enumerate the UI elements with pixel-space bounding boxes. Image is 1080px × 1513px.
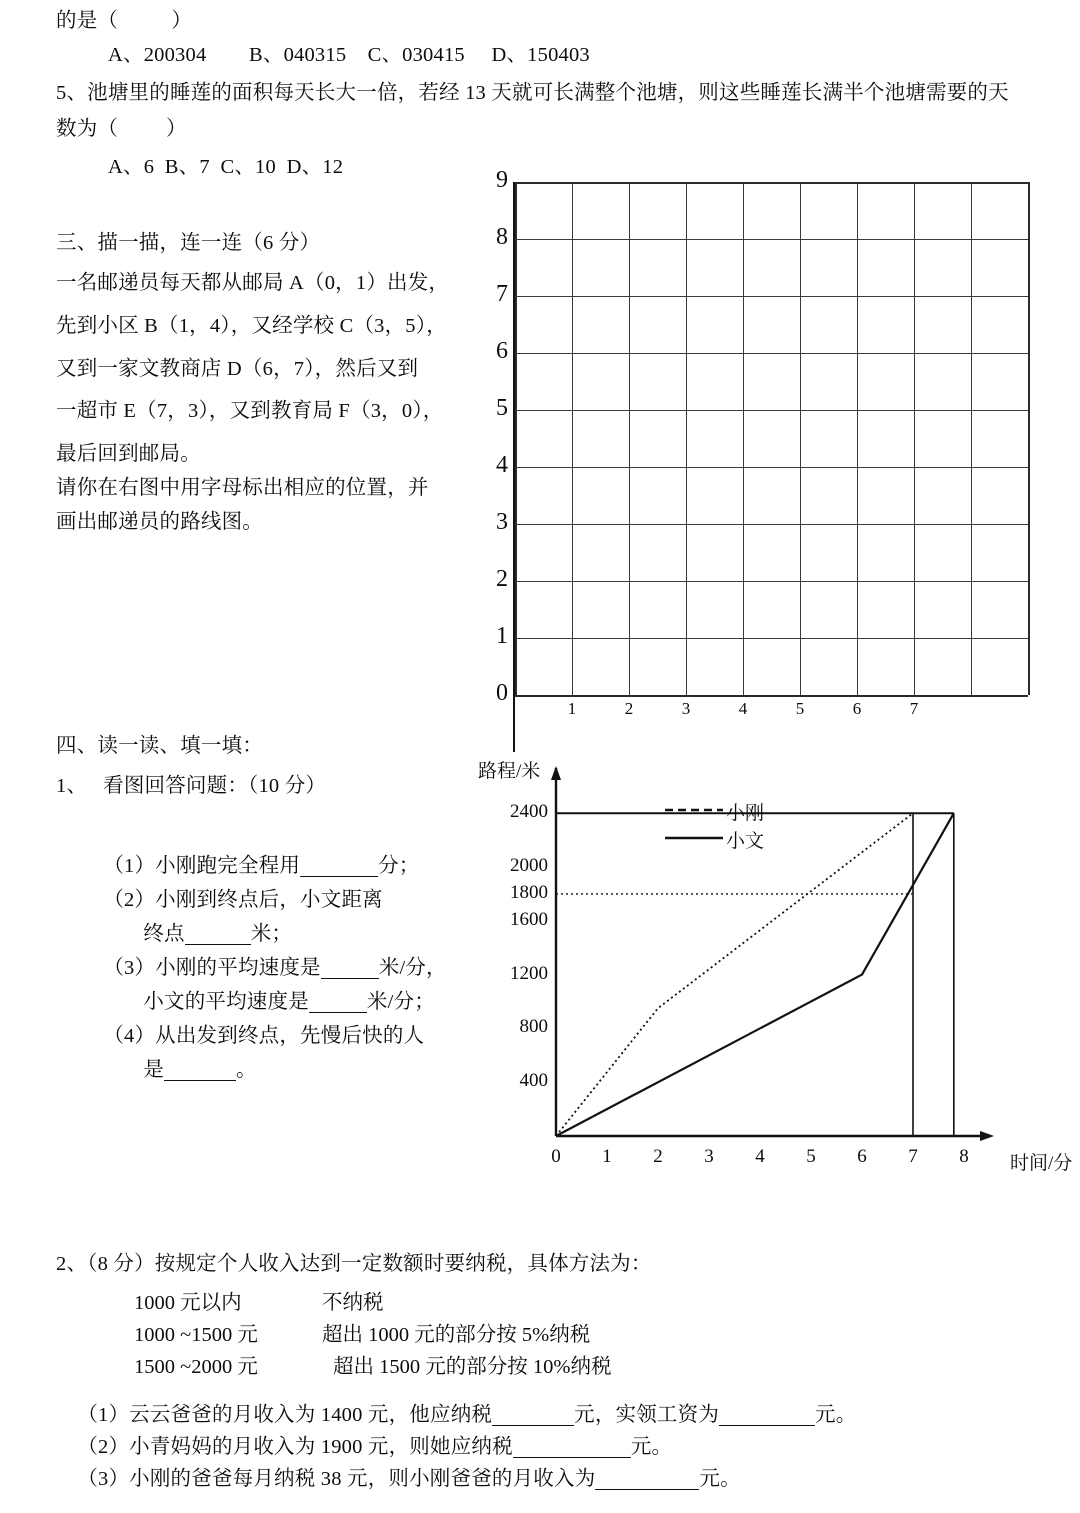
part-text-tail: 元。: [815, 1403, 857, 1426]
section-3-title: 三、描一描，连一连（6 分）: [56, 232, 321, 254]
series-小文: [556, 813, 954, 1136]
chart-x-tick-label: 4: [755, 1146, 765, 1167]
chart-x-tick-label: 0: [551, 1146, 561, 1167]
section-3-text-line: 一超市 E（7，3），又到教育局 F（3，0），: [56, 400, 444, 422]
tax-table-range: 1000 元以内: [134, 1292, 242, 1314]
grid-line-vertical: [629, 182, 630, 695]
grid-line-vertical: [572, 182, 573, 695]
part-text: （2）小青妈妈的月收入为 1900 元，则她应纳税: [77, 1435, 513, 1458]
grid-x-label: 5: [795, 699, 805, 718]
grid-line-horizontal: [515, 296, 1028, 297]
item-text-tail: 。: [236, 1058, 257, 1081]
grid-y-label: 6: [496, 338, 508, 364]
item-text: 是: [143, 1058, 165, 1081]
tax-table-range: 1000 ~1500 元: [134, 1324, 258, 1346]
grid-y-label: 7: [496, 281, 508, 307]
grid-y-label: 5: [496, 395, 508, 421]
grid-y-label: 0: [496, 680, 508, 706]
grid-x-label: 3: [681, 699, 691, 718]
chart-x-tick-label: 1: [602, 1146, 612, 1167]
grid-line-vertical: [914, 182, 915, 695]
grid-line-vertical: [686, 182, 687, 695]
answer-blank[interactable]: [164, 1080, 236, 1081]
item-text: 终点: [143, 922, 185, 945]
answer-blank[interactable]: [595, 1489, 699, 1490]
grid-line-vertical: [800, 182, 801, 695]
grid-y-label: 4: [496, 452, 508, 478]
answer-blank[interactable]: [719, 1425, 815, 1426]
coordinate-grid: [487, 167, 1047, 718]
chart-y-tick-label: 1800: [510, 881, 548, 903]
grid-line-vertical: [971, 182, 972, 695]
grid-box: [515, 182, 1028, 695]
part-text-mid: 元，实领工资为: [574, 1403, 720, 1426]
chart-x-tick-label: 2: [653, 1146, 663, 1167]
legend-label-xiaowen: 小文: [726, 831, 765, 852]
grid-x-label: 2: [624, 699, 634, 718]
grid-y-label: 9: [496, 167, 508, 193]
part-text-mid: 元。: [630, 1435, 673, 1458]
series-小刚: [556, 813, 913, 1136]
grid-line-horizontal: [515, 410, 1028, 411]
tax-part: [56, 1445, 741, 1513]
chart-y-tick-label: 400: [519, 1070, 548, 1092]
question-4-stem: 的是（ ）: [56, 10, 193, 32]
part-text: （1）云云爸爸的月收入为 1400 元，他应纳税: [77, 1403, 493, 1426]
chart-y-tick-label: 2000: [510, 855, 548, 876]
grid-line-horizontal: [515, 353, 1028, 354]
item-text: （4）从出发到终点，先慢后快的人: [103, 1024, 425, 1047]
distance-time-chart: [470, 748, 1073, 1208]
chart-x-tick-label: 5: [806, 1146, 816, 1167]
grid-y-label: 2: [496, 566, 508, 592]
grid-y-label: 3: [496, 509, 508, 535]
axis-arrow-right: [980, 1131, 994, 1141]
grid-x-label: 6: [852, 699, 862, 718]
chart-x-tick-label: 3: [704, 1146, 714, 1167]
grid-x-label: 1: [567, 699, 577, 718]
grid-x-label: 4: [738, 699, 748, 718]
chart-x-axis-title: 时间/分: [1010, 1153, 1073, 1174]
tax-table-rule: 超出 1500 元的部分按 10%纳税: [333, 1356, 612, 1378]
chart-x-tick-label: 8: [959, 1146, 969, 1167]
part-text-mid: 元。: [699, 1467, 741, 1490]
item-text: 小文的平均速度是: [143, 990, 309, 1013]
axis-arrow-up: [551, 766, 561, 780]
item-text-tail: 米/分；: [366, 990, 435, 1013]
tax-table-rule: 超出 1000 元的部分按 5%纳税: [322, 1324, 591, 1346]
section-3-text-line: 又到一家文教商店 D（6，7），然后又到: [56, 358, 419, 380]
grid-line-horizontal: [515, 182, 1028, 184]
grid-line-horizontal: [515, 467, 1028, 468]
chart-canvas: [470, 748, 1073, 1208]
section-4-question-2-intro: 2、（8 分）按规定个人收入达到一定数额时要纳税，具体方法为：: [56, 1253, 652, 1275]
grid-line-vertical: [743, 182, 744, 695]
question-4-options: A、200304 B、040315 C、030415 D、150403: [108, 44, 590, 66]
section-3-text-line: 请你在右图中用字母标出相应的位置，并: [56, 477, 429, 499]
grid-line-vertical: [515, 182, 517, 695]
grid-line-horizontal: [515, 695, 1028, 697]
chart-x-tick-label: 6: [857, 1146, 867, 1167]
grid-x-label: 7: [909, 699, 919, 718]
item-text-tail: 分；: [378, 854, 420, 877]
chart-x-tick-label: 7: [908, 1146, 918, 1167]
chart-y-tick-label: 1200: [510, 962, 548, 984]
section-3-text-line: 先到小区 B（1，4），又经学校 C（3，5），: [56, 315, 447, 337]
part-text: （3）小刚的爸爸每月纳税 38 元，则小刚爸爸的月收入为: [77, 1467, 596, 1490]
section-4-title: 四、读一读、填一填：: [56, 735, 263, 757]
section-3-text-line: 一名邮递员每天都从邮局 A（0，1）出发，: [56, 272, 450, 294]
tax-table-rule: 不纳税: [322, 1292, 384, 1314]
grid-y-label: 1: [496, 623, 508, 649]
section-3-text-line: 最后回到邮局。: [56, 443, 201, 465]
item-text: （2）小刚到终点后，小文距离: [103, 888, 383, 911]
chart-y-tick-label: 2400: [510, 801, 548, 823]
item-text: （3）小刚的平均速度是: [103, 956, 321, 979]
section-4-question-1-label: 1、 看图回答问题：（10 分）: [56, 775, 327, 797]
question-5-line-2: 数为（ ）: [56, 118, 187, 140]
legend-label-xiaogang: 小刚: [726, 803, 765, 824]
grid-line-horizontal: [515, 638, 1028, 639]
question-5-line-1: 5、池塘里的睡莲的面积每天长大一倍，若经 13 天就可长满整个池塘，则这些睡莲长满半个池塘需要的天: [56, 82, 1009, 104]
item-text: （1）小刚跑完全程用: [103, 854, 301, 877]
chart-y-axis-title: 路程/米: [478, 761, 541, 782]
chart-y-tick-label: 1600: [510, 908, 548, 930]
question-5-options: A、6 B、7 C、10 D、12: [108, 156, 344, 178]
chart-y-tick-label: 800: [519, 1016, 548, 1038]
item-text-tail: 米/分，: [378, 956, 447, 979]
grid-line-vertical: [1028, 182, 1030, 695]
section-3-text-line: 画出邮递员的路线图。: [56, 511, 263, 533]
grid-line-horizontal: [515, 524, 1028, 525]
item-text-tail: 米；: [250, 922, 293, 945]
grid-line-horizontal: [515, 581, 1028, 582]
grid-line-horizontal: [515, 239, 1028, 240]
grid-line-vertical: [857, 182, 858, 695]
grid-y-label: 8: [496, 224, 508, 250]
tax-table-range: 1500 ~2000 元: [134, 1356, 258, 1378]
section-4-item: [122, 1036, 257, 1104]
